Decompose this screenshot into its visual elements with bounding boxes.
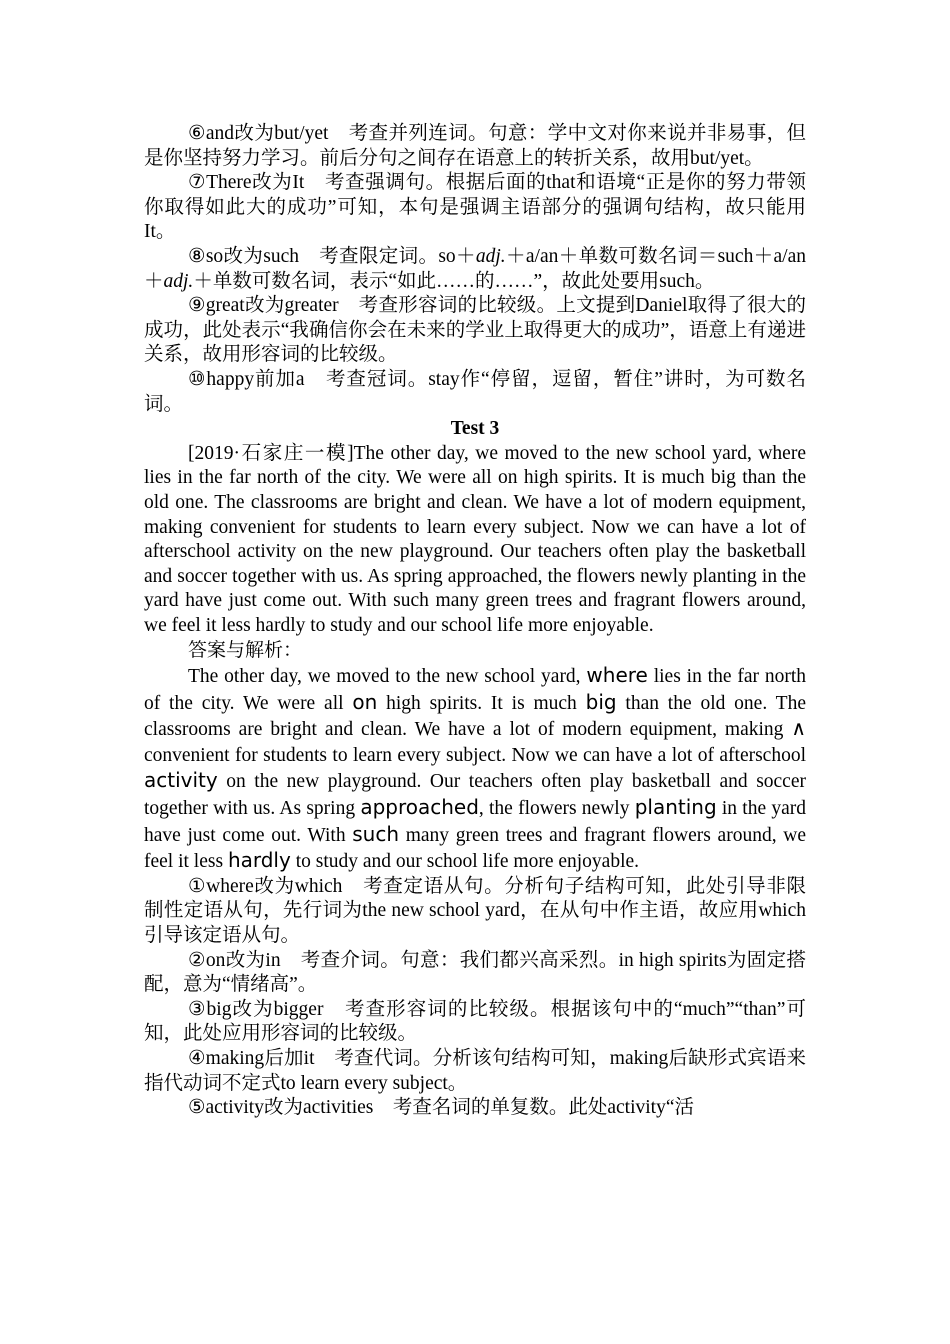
answer-text: high spirits. It is much (377, 692, 586, 714)
correction-mark: planting (634, 795, 717, 820)
correction-mark: approached (360, 795, 479, 820)
prev-item-8-text-a: ⑧so改为such 考查限定词。so＋ (188, 245, 476, 267)
answer-label: 答案与解析： (188, 639, 303, 662)
answer-text: than the old one. The classrooms are bright and clean. We have a lot of modern equipment, making (144, 692, 806, 741)
prev-item-7: ⑦There改为It 考查强调句。根据后面的that和语境“正是你的努力带领你取得如此大的成功”可知，本句是强调主语部分的强调句结构，故只能用It。 (144, 172, 806, 243)
prev-item-10: ⑩happy前加a 考查冠词。stay作“停留，逗留，暂住”讲时，为可数名词。 (144, 368, 806, 415)
correction-mark: such (352, 821, 400, 846)
correction-mark: where (586, 663, 648, 688)
passage-text: The other day, we moved to the new school yard, where lies in the far north of the city. We were all on high spirits. It is much big than the old one. The classrooms are bright and clean. We have a lot of modern equipment, making convenient for students to learn every subject. Now we can have a lot of afterschool activity on the new playground. Our teachers often play the basketball and soccer together with us. As spring approached, the flowers newly planting in the yard have just come out. With such many green trees and fragrant flowers around, we feel it less hardly to study and our school life more enjoyable. (144, 442, 806, 636)
document-page (144, 122, 806, 1121)
answer-text: many green trees and fragrant flowers around, we feel it less (144, 824, 806, 873)
answer-text: The other day, we moved to the new school yard, (188, 666, 587, 688)
note-5: ⑤activity改为activities 考查名词的单复数。此处activity“活 (188, 1097, 694, 1119)
prev-item-9: ⑨great改为greater 考查形容词的比较级。上文提到Daniel取得了很大的成功，此处表示“我确信你会在未来的学业上取得更大的成功”，语意上有递进关系，故用形容词的比较级。 (144, 295, 806, 366)
note-3: ③big改为bigger 考查形容词的比较级。根据该句中的“much”“than”可知，此处应用形容词的比较级。 (144, 998, 806, 1045)
prev-item-8-text-b: ＋a/an＋单数可数名词＝such＋a/an＋ (144, 245, 807, 292)
note-1: ①where改为which 考查定语从句。分析句子结构可知，此处引导非限制性定语从句，先行词为the new school yard，在从句中作主语，故应用which引导该定语从句。 (144, 875, 806, 946)
passage-source: [2019·石家庄一模] (188, 442, 354, 464)
insertion-caret: ∧ (791, 716, 806, 741)
prev-item-8-adj-1: adj. (475, 245, 506, 267)
answer-text: lies in the far north of the city. We were all (144, 666, 807, 714)
correction-mark: activity (144, 768, 218, 793)
prev-item-8-adj-2: adj. (163, 270, 194, 292)
prev-item-8-text-c: ＋单数可数名词，表示“如此……的……”，故此处要用such。 (193, 270, 715, 292)
note-2: ②on改为in 考查介词。句意：我们都兴高采烈。in high spirits为固定搭配，意为“情绪高”。 (144, 949, 806, 996)
answer-text: , the flowers newly (478, 798, 635, 820)
correction-mark: hardly (227, 848, 291, 873)
answer-text: to study and our school life more enjoyable. (290, 851, 640, 873)
corrected-passage (144, 663, 806, 875)
correction-mark: on (352, 689, 378, 714)
answer-text: in the yard have just come out. With (144, 798, 807, 846)
answer-text: on the new playground. Our teachers often play basketball and soccer together with us. As spring (144, 771, 806, 820)
correction-mark: big (585, 689, 617, 714)
test-title: Test 3 (450, 418, 500, 440)
note-4: ④making后加it 考查代词。分析该句结构可知，making后缺形式宾语来指代动词不定式to learn every subject。 (144, 1047, 806, 1094)
prev-item-8 (144, 245, 806, 294)
answer-text: convenient for students to learn every subject. Now we can have a lot of afterschool (144, 744, 806, 766)
passage (144, 442, 806, 639)
prev-item-6: ⑥and改为but/yet 考查并列连词。句意：学中文对你来说并非易事，但是你坚持努力学习。前后分句之间存在语意上的转折关系，故用but/yet。 (144, 123, 806, 169)
